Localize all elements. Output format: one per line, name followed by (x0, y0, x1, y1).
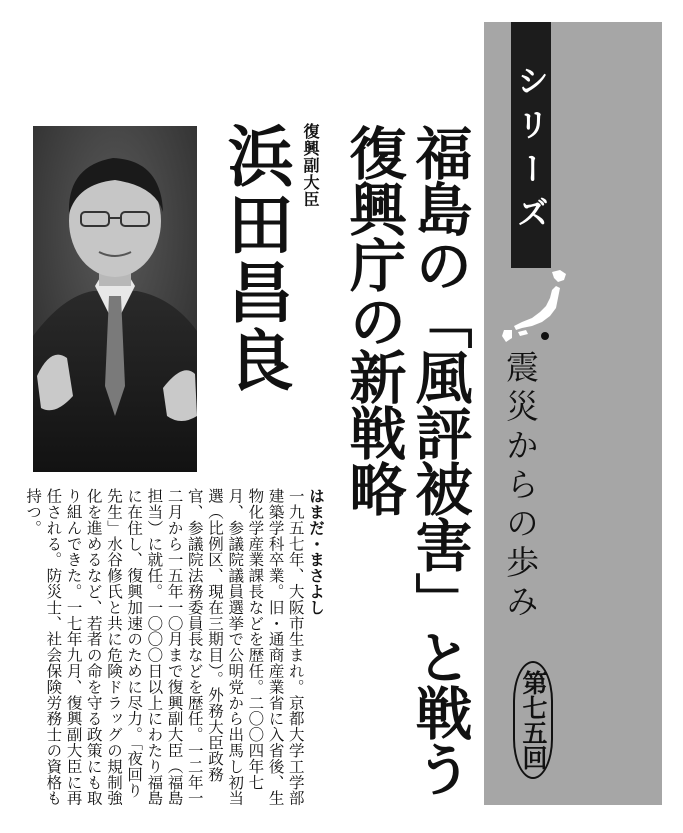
series-label: シリーズ (511, 22, 551, 268)
portrait-photo (33, 126, 197, 472)
location-dot-icon (541, 332, 549, 340)
person-title: 復興副大臣 (301, 123, 320, 208)
episode-number: 第七五回 (513, 661, 553, 779)
person-name: 浜田昌良 (216, 122, 293, 394)
bio-text-block (26, 488, 326, 812)
article-headline (340, 124, 472, 824)
series-subtitle: 震災からの歩み (501, 350, 540, 623)
headline-line-1: 福島の「風評被害」と戦う (406, 124, 472, 796)
bio-name-reading: はまだ・まさよし (307, 488, 325, 616)
headline-line-2: 復興庁の新戦略 (340, 124, 406, 516)
japan-map-icon (490, 268, 580, 348)
bio-body: 一九五七年、大阪市生まれ。京都大学工学部建築学科卒業。旧・通商産業省に入省後、生物化学産業課長などを歴任。二〇〇四年七月、参議院議員選挙で公明党から出馬し初当選（比例区、現在三期目）。外務大臣政務官、参議院法務委員長などを歴任。一二年一二月から一五年一〇月まで復興副大臣（福島担当）に就任。一〇〇〇日以上にわたり福島に在住し、復興加速のために尽力。「夜回り先生」水谷修氏と共に危険ドラッグの規制強化を進めるなど、若者の命を守る政策にも取り組んできた。一七年九月、復興副大臣に再任される。防災士、社会保険労務士の資格も持つ。 (24, 488, 305, 806)
